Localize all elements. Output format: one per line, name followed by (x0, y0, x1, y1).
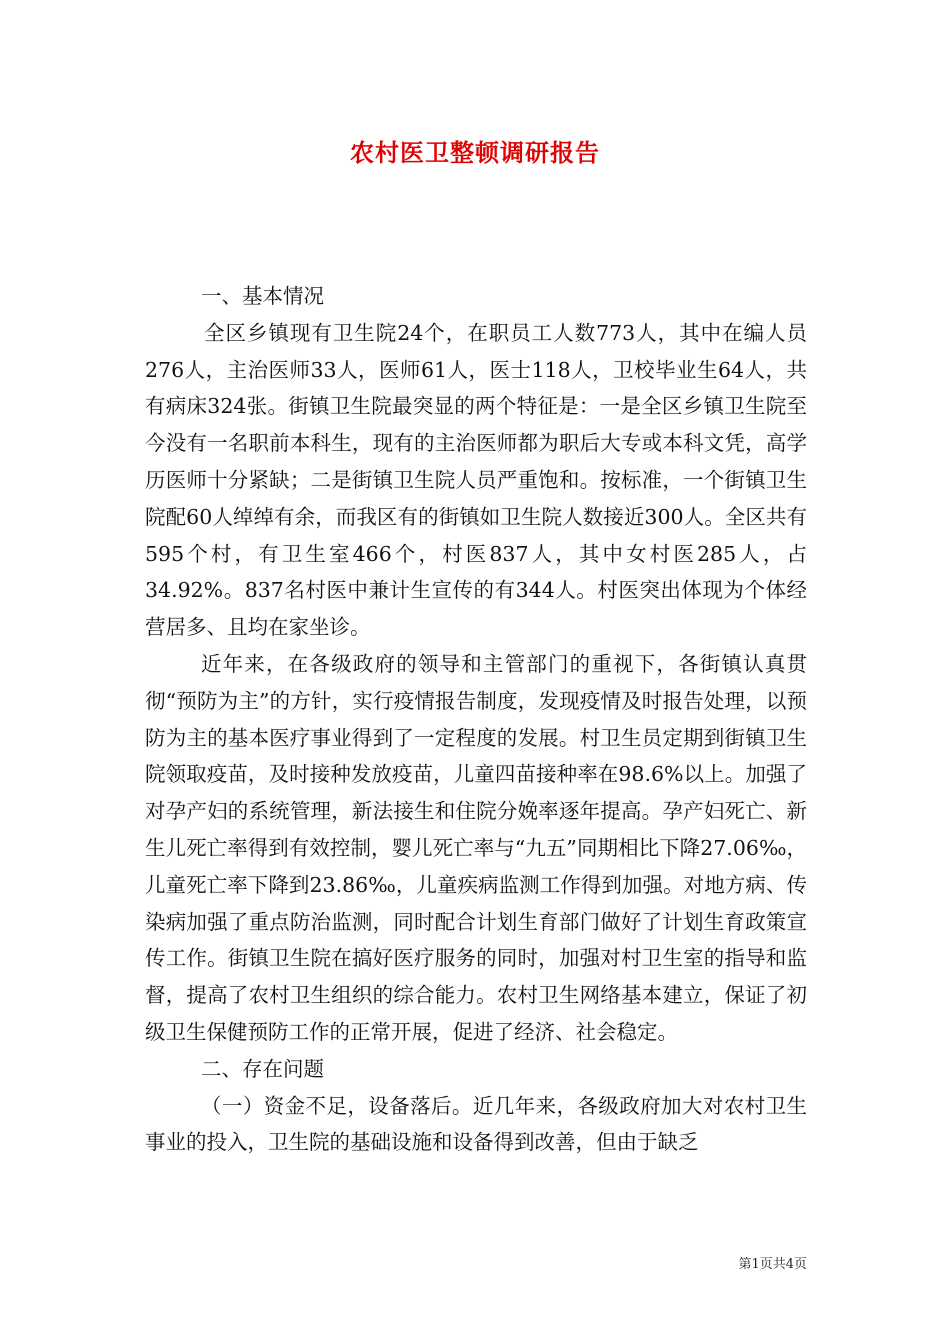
section-heading-problems: 二、存在问题 (201, 1056, 324, 1081)
paragraph-basic-statistics: 全区乡镇现有卫生院24个，在职员工人数773人，其中在编人员276人，主治医师33人，医师61人，医士118人，卫校毕业生64人，共有病床324张。街镇卫生院最突显的两个特征是：一是全区乡镇卫生院至今没有一名职前本科生，现有的主治医师都为职后大专或本科文凭，高学历医师十分紧缺；二是街镇卫生院人员严重饱和。按标准，一个街镇卫生院配60人绰绰有余，而我区有的街镇如卫生院人数接近300人。全区共有595个村，有卫生室466个，村医837人，其中女村医285人，占34.92%。837名村医中兼计生宣传的有344人。村医突出体现为个体经营居多、且均在家坐诊。 (145, 320, 807, 640)
document-body (145, 278, 807, 1161)
page-number: 第1页共4页 (738, 1257, 807, 1272)
section-heading-basic-situation: 一、基本情况 (201, 284, 324, 308)
document-title: 农村医卫整顿调研报告 (350, 138, 600, 167)
paragraph-funding-shortage: （一）资金不足，设备落后。近几年来，各级政府加大对农村卫生事业的投入，卫生院的基础设施和设备得到改善，但由于缺乏 (145, 1093, 807, 1155)
paragraph-recent-progress: 近年来，在各级政府的领导和主管部门的重视下，各街镇认真贯彻“预防为主”的方针，实行疫情报告制度，发现疫情及时报告处理，以预防为主的基本医疗事业得到了一定程度的发展。村卫生员定期到街镇卫生院领取疫苗，及时接种发放疫苗，儿童四苗接种率在98.6%以上。加强了对孕产妇的系统管理，新法接生和住院分娩率逐年提高。孕产妇死亡、新生儿死亡率得到有效控制，婴儿死亡率与“九五”同期相比下降27.06‰，儿童死亡率下降到23.86‰，儿童疾病监测工作得到加强。对地方病、传染病加强了重点防治监测，同时配合计划生育部门做好了计划生育政策宣传工作。街镇卫生院在搞好医疗服务的同时，加强对村卫生室的指导和监督，提高了农村卫生组织的综合能力。农村卫生网络基本建立，保证了初级卫生保健预防工作的正常开展，促进了经济、社会稳定。 (145, 651, 807, 1044)
